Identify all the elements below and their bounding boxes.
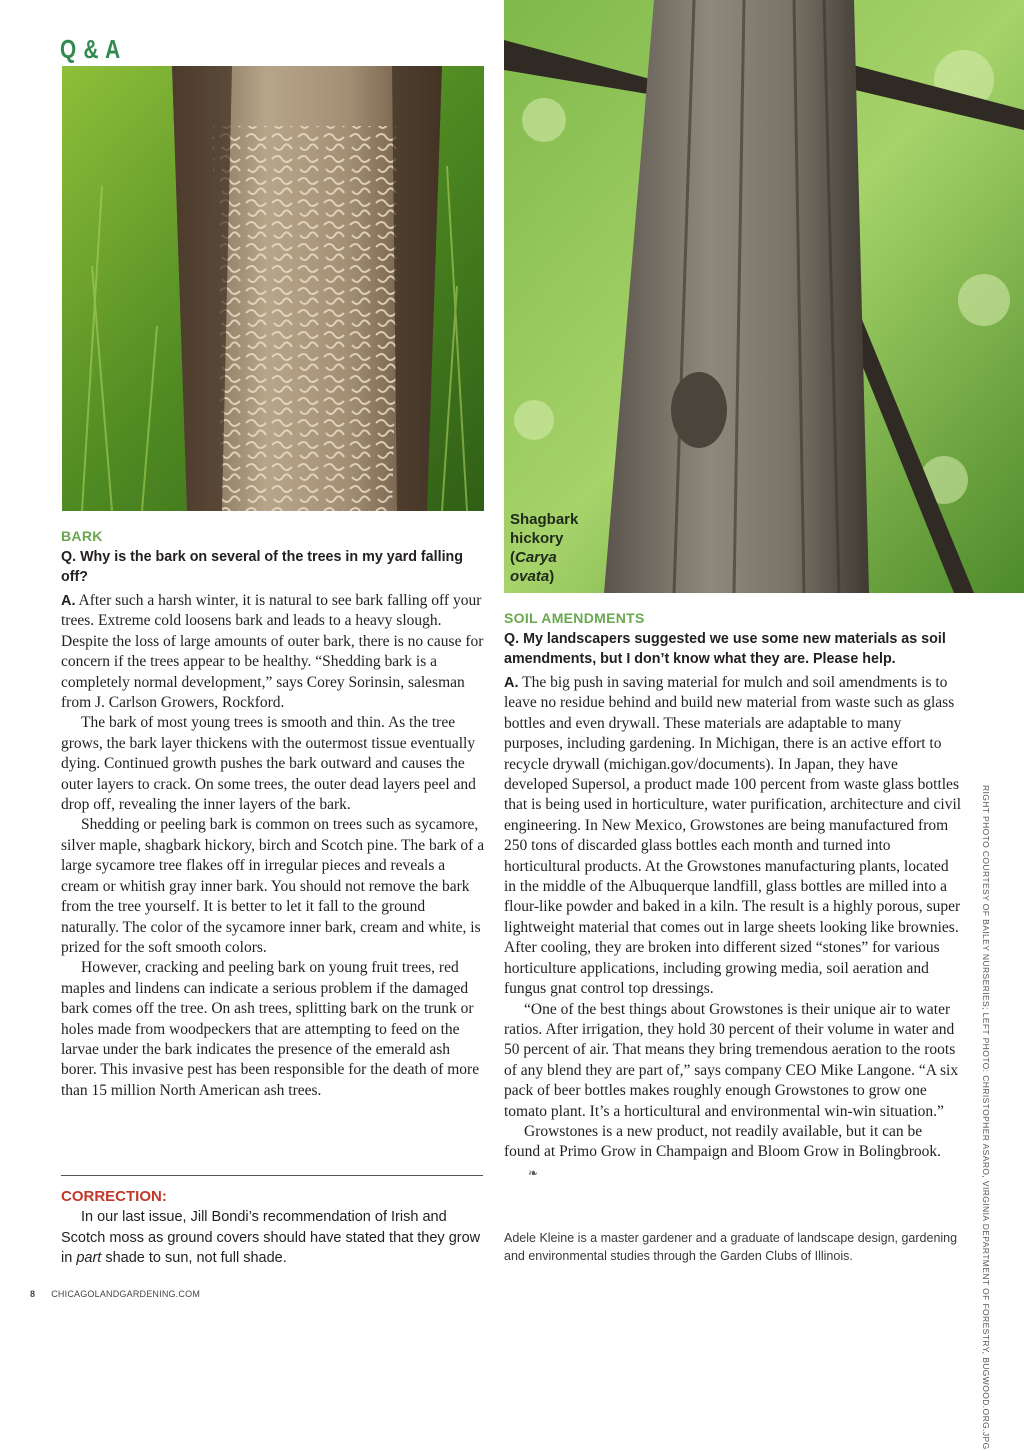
caption-sci-line-1	[510, 548, 600, 567]
caption-genus: Carya	[515, 549, 557, 566]
photo-credit: RIGHT PHOTO COURTESY OF BAILEY NURSERIES; LEFT PHOTO: CHRISTOPHER ASARO, VIRGINIA DEPARTMENT OF FORESTRY, BUGWOOD.ORG.JPG	[981, 785, 991, 1450]
correction-text-before: In our last issue, Jill Bondi’s recommendation of Irish and Scotch moss as ground covers should have stated that they grow in	[61, 1209, 481, 1266]
caption-paren-close: )	[549, 568, 555, 585]
bark-paragraph-3: Shedding or peeling bark is common on trees such as sycamore, silver maple, shagbark hickory, birch and Scotch pine. The bark of a large sycamore tree flakes off in irregular pieces and reveals a cream or whitish gray inner bark. You should not remove the bark from the tree yourself. It is better to let it fall to the ground naturally. The color of the sycamore inner bark, cream and white, is prized for the soft smooth colors.	[61, 816, 485, 956]
leaf-end-icon: ❧	[528, 1165, 539, 1180]
correction-label: CORRECTION:	[61, 1188, 167, 1205]
bark-question: Q. Why is the bark on several of the trees in my yard falling off?	[61, 549, 464, 585]
bark-answer-lead: A.	[61, 593, 76, 609]
caption-line-2: hickory	[510, 530, 564, 547]
soil-p1-text: The big push in saving material for mulch and soil amendments is to leave no residue behind and build new material from waste such as glass bottles and even drywall. These materials are adaptable to many purposes, including gardening. In Michigan, there is an active effort to recycle drywall (michigan.gov/documents). In Japan, they have developed Supersol, a product made 100 percent from waste glass bottles that is being used in horticulture, water purification, architecture and civil engineering. In New Mexico, Growstones are being manufactured from 250 tons of discarded glass bottles each month and turned into horticultural products. At the Growstones manufacturing plants, located in the middle of the Albuquerque landfill, glass bottles are milled into a flour-like powder and baked in a kiln. The result is a highly porous, super lightweight material that comes out in large sheets looking like brownies. After cooling, they are broken into different sized “stones” for various horticulture applications, including growing media, soil aeration and fungus gnat control top dressings.	[504, 674, 962, 998]
soil-answer-lead: A.	[504, 675, 519, 691]
section-title: Q & A	[60, 34, 122, 64]
soil-paragraph-3	[504, 1122, 962, 1183]
bark-paragraph-4: However, cracking and peeling bark on young fruit trees, red maples and lindens can indicate a serious problem if the damaged bark comes off the tree. On ash trees, splitting bark on the trunk or holes made from woodpeckers that are attempting to feed on the larvae under the bark indicates the presence of the emerald ash borer. This invasive pest has been responsible for the death of more than 15 million North American ash trees.	[61, 959, 480, 1099]
correction-text	[61, 1207, 485, 1269]
caption-species: ovata	[510, 568, 550, 585]
caption-sci-line-2	[510, 567, 600, 586]
author-bio: Adele Kleine is a master gardener and a graduate of landscape design, gardening and environmental studies through the Garden Clubs of Illinois.	[504, 1231, 958, 1263]
correction-divider	[61, 1175, 483, 1176]
correction-text-em: part	[76, 1250, 102, 1266]
soil-subhead: SOIL AMENDMENTS	[504, 610, 645, 626]
soil-article	[504, 610, 962, 1183]
bark-paragraph-2: The bark of most young trees is smooth and thin. As the tree grows, the bark layer thickens with the outermost tissue eventually dying. Continued growth pushes the bark outward and causes the outer layers to crack. On some trees, the outer dead layers peel and drop off, revealing the inner layers of the bark.	[61, 714, 476, 814]
caption-line-1: Shagbark	[510, 511, 579, 528]
page-footer	[30, 1289, 200, 1299]
footer-site: CHICAGOLANDGARDENING.COM	[51, 1289, 201, 1299]
shagbark-hickory-photo	[504, 0, 1024, 593]
bark-p1-text: After such a harsh winter, it is natural to see bark falling off your trees. Extreme cold loosens bark and leads to a heavy slough. Despite the loss of large amounts of outer bark, there is no cause for concern if the trees appear to be healthy. “Shedding bark is a completely normal development,” says Corey Sorinsin, salesman from J. Carlson Growers, Rockford.	[61, 592, 484, 712]
photo-caption	[510, 510, 600, 586]
soil-paragraph-2: “One of the best things about Growstones is their unique air to water ratios. After irrigation, they hold 30 percent of their volume in water and 50 percent of air. That means they bring tremendous aeration to the roots of any blend they are part of,” says company CEO Mike Langone. “A six pack of beer bottles makes roughly enough Growstones to grow one tomato plant. It’s a horticultural and environmental win-win situation.”	[504, 1000, 959, 1120]
correction-text-after: shade to sun, not full shade.	[101, 1250, 287, 1266]
soil-p3-text: Growstones is a new product, not readily available, but it can be found at Primo Grow in Champaign and Bloom Grow in Bolingbrook.	[504, 1122, 941, 1161]
bark-article	[61, 528, 485, 1101]
bark-subhead: BARK	[61, 528, 103, 544]
ash-bark-photo	[62, 66, 484, 511]
soil-question: Q. My landscapers suggested we use some new materials as soil amendments, but I don’t know what they are. Please help.	[504, 631, 946, 667]
correction-box	[61, 1188, 485, 1269]
bark-paragraph-1	[61, 591, 485, 713]
soil-paragraph-1	[504, 673, 962, 1000]
caption-paren-open: (	[510, 549, 515, 566]
page-number: 8	[30, 1289, 36, 1299]
